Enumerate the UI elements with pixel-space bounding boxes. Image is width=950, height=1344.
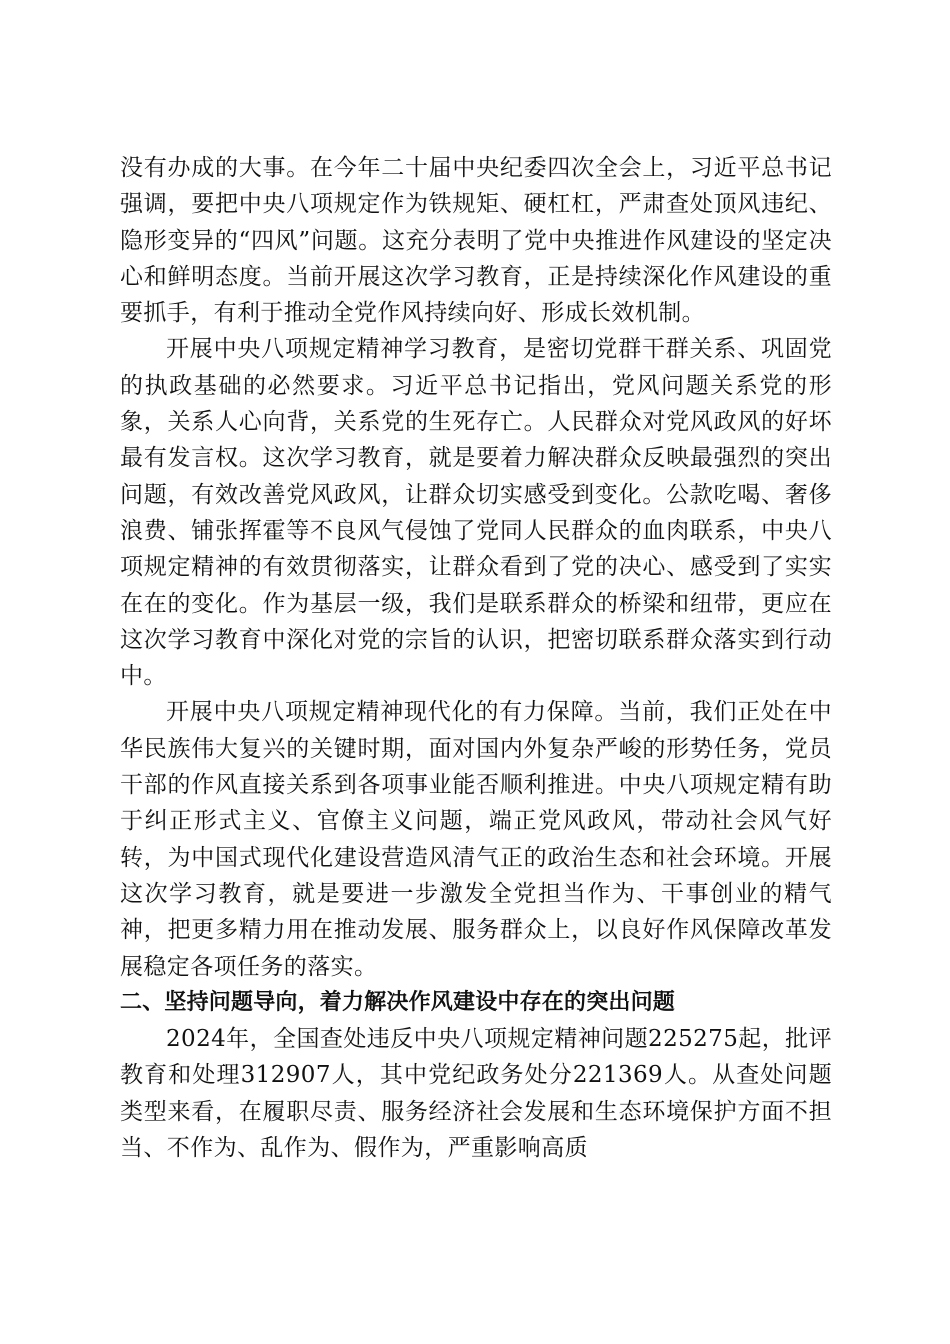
document-body — [120, 150, 832, 1166]
section-heading: 二、坚持问题导向，着力解决作风建设中存在的突出问题 — [120, 989, 676, 1015]
paragraph-modernization: 开展中央八项规定精神现代化的有力保障。当前，我们正处在中华民族伟大复兴的关键时期，面对国内外复杂严峻的形势任务，党员干部的作风直接关系到各项事业能否顺利推进。中央八项规定精有助于纠正形式主义、官僚主义问题，端正党风政风，带动社会风气好转，为中国式现代化建设营造风清气正的政治生态和社会环境。开展这次学习教育，就是要进一步激发全党担当作为、干事创业的精气神，把更多精力用在推动发展、服务群众上，以良好作风保障改革发展稳定各项任务的落实。 — [120, 699, 832, 980]
paragraph-party-relations: 开展中央八项规定精神学习教育，是密切党群干群关系、巩固党的执政基础的必然要求。习近平总书记指出，党风问题关系党的形象，关系人心向背，关系党的生死存亡。人民群众对党风政风的好坏最有发言权。这次学习教育，就是要着力解决群众反映最强烈的突出问题，有效改善党风政风，让群众切实感受到变化。公款吃喝、奢侈浪费、铺张挥霍等不良风气侵蚀了党同人民群众的血肉联系，中央八项规定精神的有效贯彻落实，让群众看到了党的决心、感受到了实实在在的变化。作为基层一级，我们是联系群众的桥梁和纽带，更应在这次学习教育中深化对党的宗旨的认识，把密切联系群众落实到行动中。 — [120, 336, 832, 690]
paragraph-continued: 没有办成的大事。在今年二十届中央纪委四次全会上，习近平总书记强调，要把中央八项规定作为铁规矩、硬杠杠，严肃查处顶风违纪、隐形变异的“四风”问题。这充分表明了党中央推进作风建设的坚定决心和鲜明态度。当前开展这次学习教育，正是持续深化作风建设的重要抓手，有利于推动全党作风持续向好、形成长效机制。 — [120, 155, 832, 327]
paragraph-statistics: 2024年，全国查处违反中央八项规定精神问题225275起，批评教育和处理312907人，其中党纪政务处分221369人。从查处问题类型来看，在履职尽责、服务经济社会发展和生态环境保护方面不担当、不作为、乱作为、假作为，严重影响高质 — [120, 1026, 832, 1162]
